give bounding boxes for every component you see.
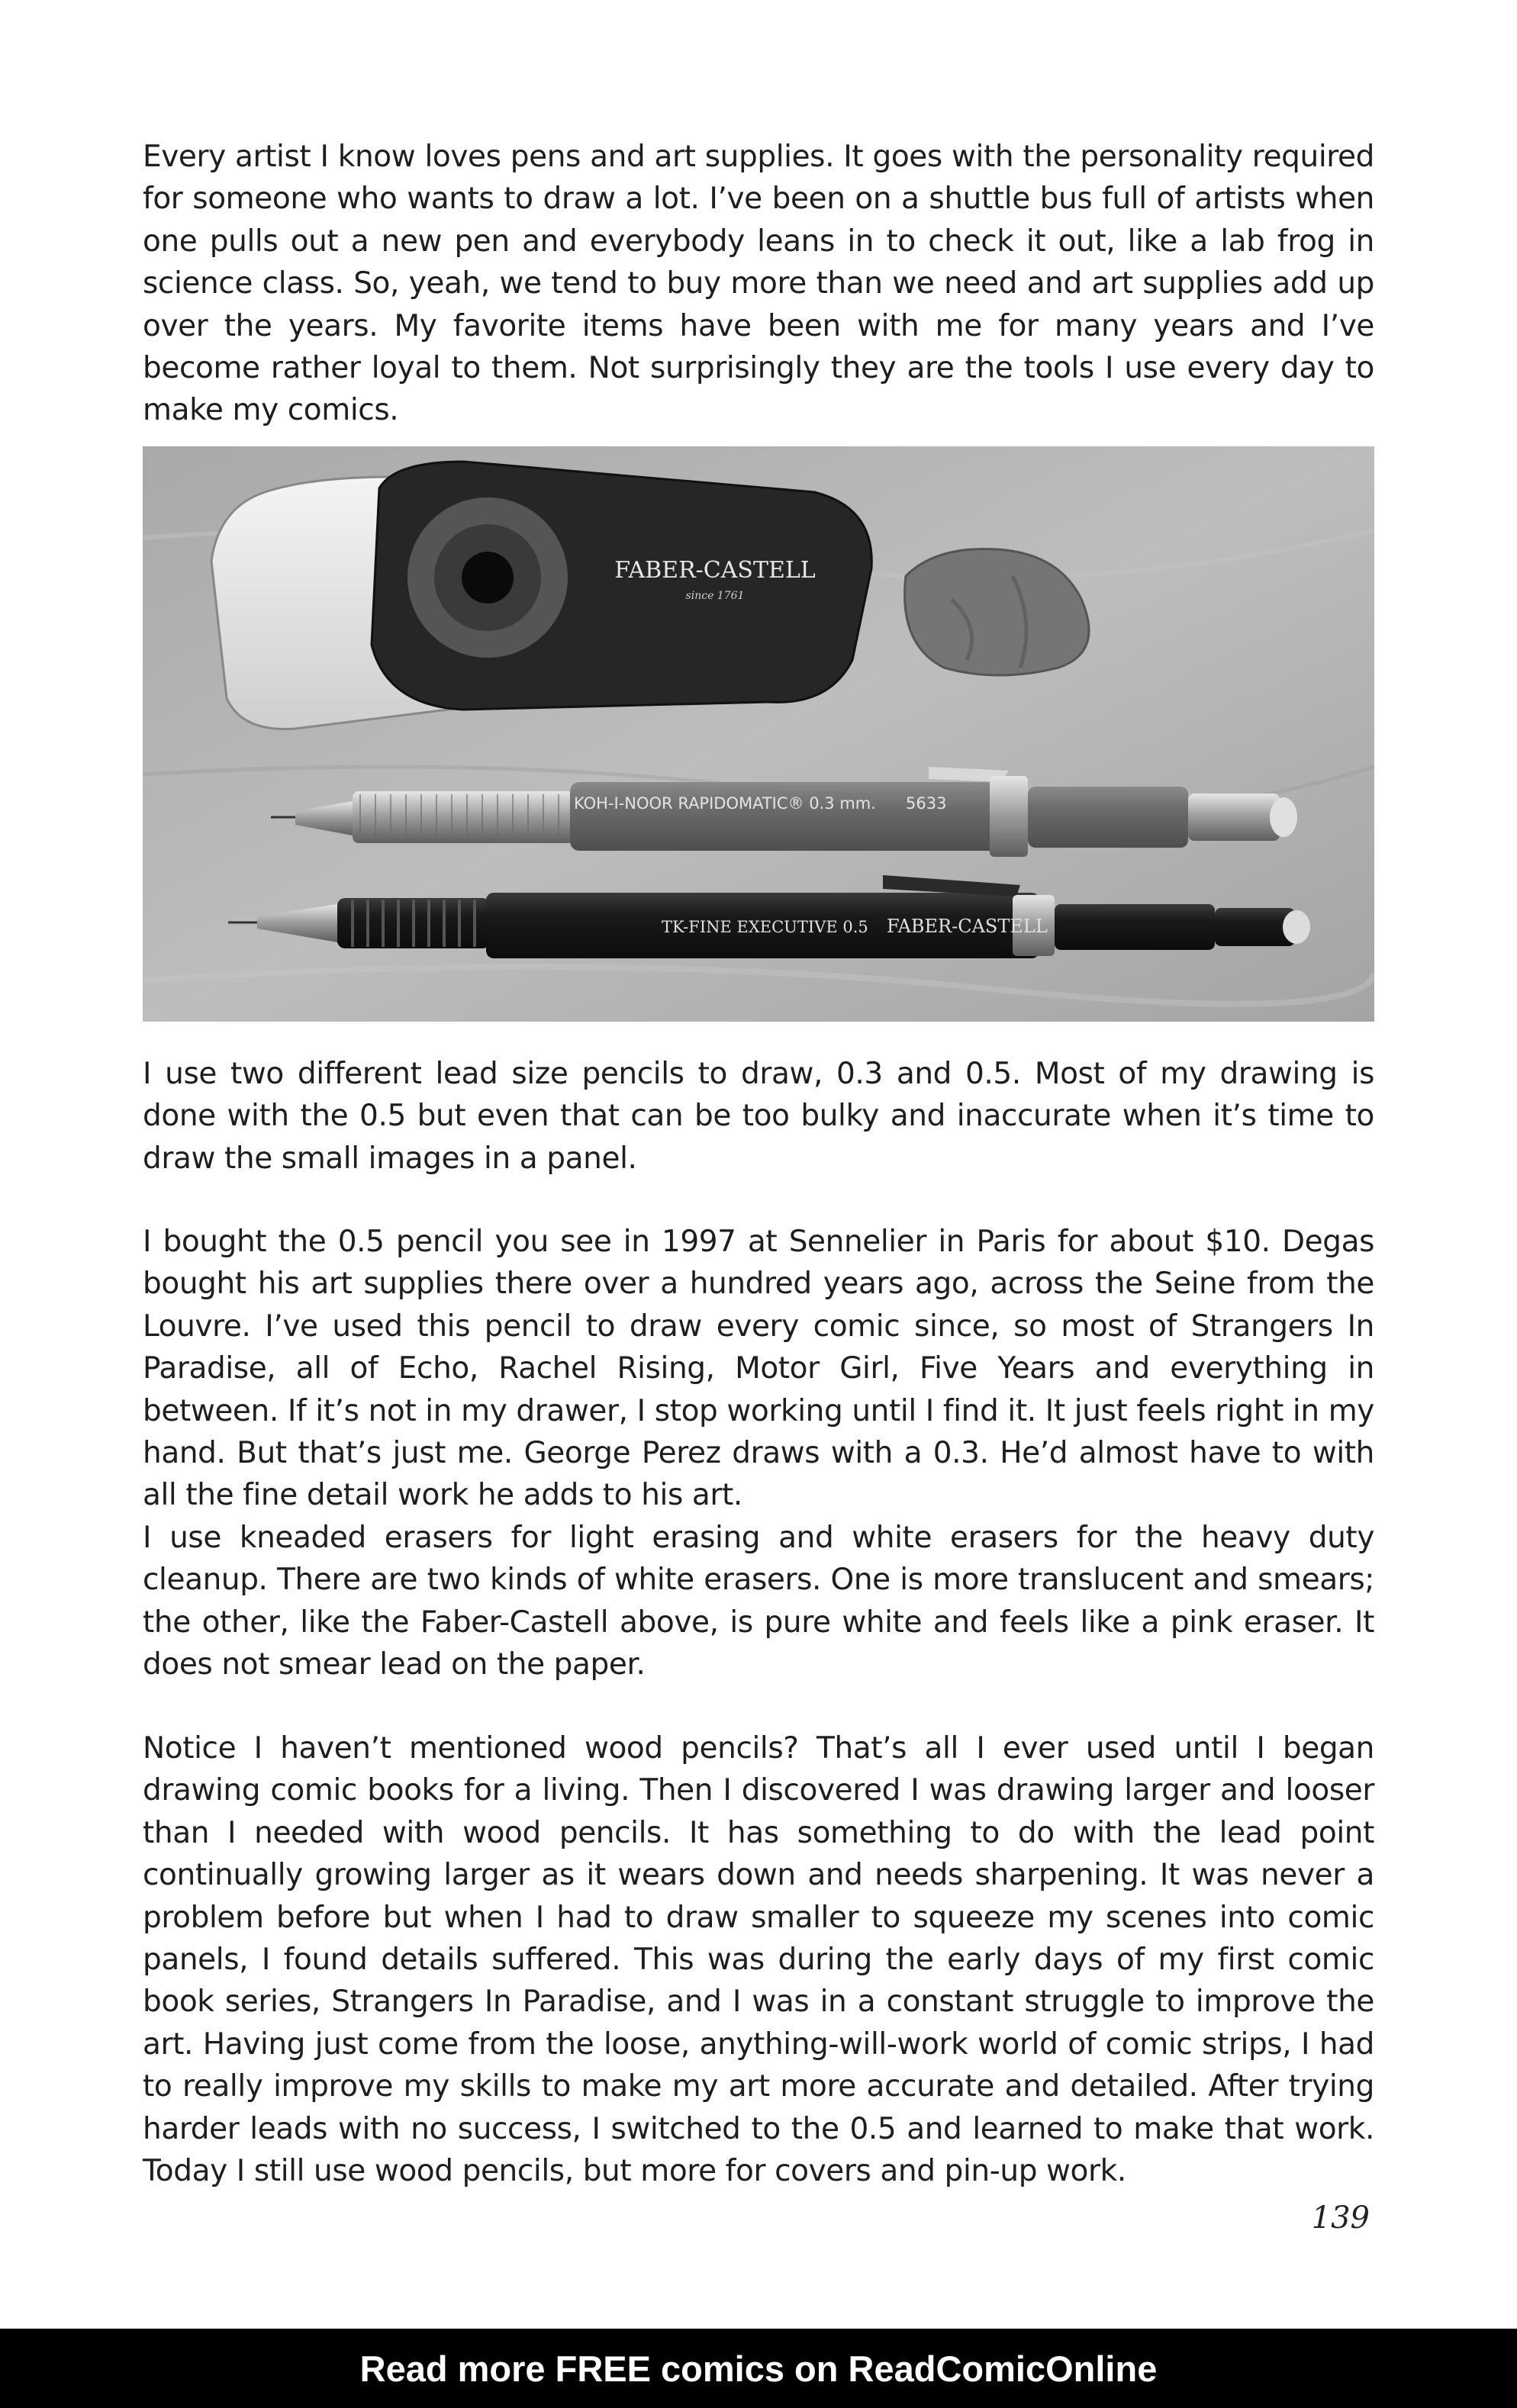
pencil-bottom-model-label: TK-FINE EXECUTIVE 0.5 (662, 918, 868, 936)
page-number: 139 (1311, 2200, 1370, 2236)
pencil-top-number-label: 5633 (906, 794, 947, 813)
sennelier-paragraph: I bought the 0.5 pencil you see in 1997 at Sennelier in Paris for about $10. Degas bought his art supplies there over a hundred years ago, across the Seine from the Louvre. I’ve used this pencil to draw every comic since, so most of Strangers In Paradise, all of Echo, Rachel Rising, Motor Girl, Five Years and everything in between. If it’s not in my drawer, I stop working until I find it. It just feels right in my hand. But that’s just me. George Perez draws with a 0.3. He’d almost have to with all the fine detail work he adds to his art. (143, 1225, 1374, 1513)
eraser-brand-label: FABER-CASTELL (614, 557, 816, 584)
footer-link[interactable]: Read more FREE comics on ReadComicOnline (359, 2348, 1158, 2389)
pencils-paragraph: I use two different lead size pencils to draw, 0.3 and 0.5. Most of my drawing is done with the 0.5 but even that can be too bulky and inaccurate when it’s time to draw the small images in a panel. (143, 1057, 1374, 1176)
footer-banner[interactable] (0, 2329, 1517, 2408)
eraser-since-label: since 1761 (685, 590, 745, 602)
pencil-bottom-brand-label: FABER-CASTELL (887, 916, 1048, 937)
pencil-top-brand-label: KOH-I-NOOR RAPIDOMATIC® 0.3 mm. (574, 794, 876, 813)
art-supplies-photo (143, 446, 1374, 1022)
erasers-paragraph: I use kneaded erasers for light erasing and white erasers for the heavy duty cleanup. There are two kinds of white erasers. One is more translucent and smears; the other, like the Faber-Castell above, is pure white and feels like a pink eraser. It does not smear lead on the paper. (143, 1521, 1374, 1682)
intro-paragraph: Every artist I know loves pens and art supplies. It goes with the personality required for someone who wants to draw a lot. I’ve been on a shuttle bus full of artists when one pulls out a new pen and everybody leans in to check it out, like a lab frog in science class. So, yeah, we tend to buy more than we need and art supplies add up over the years. My favorite items have been with me for many years and I’ve become rather loyal to them. Not surprisingly they are the tools I use every day to make my comics. (143, 140, 1374, 428)
wood-pencils-paragraph: Notice I haven’t mentioned wood pencils? That’s all I ever used until I began drawing comic books for a living. Then I discovered I was drawing larger and looser than I needed with wood pencils. It has something to do with the lead point continually growing larger as it wears down and needs sharpening. It was never a problem before but when I had to draw smaller to squeeze my scenes into comic panels, I found details suffered. This was during the early days of my first comic book series, Strangers In Paradise, and I was in a constant struggle to improve the art. Having just come from the loose, anything-will-work world of comic strips, I had to really improve my skills to make my art more accurate and detailed. After trying harder leads with no success, I switched to the 0.5 and learned to make that work. Today I still use wood pencils, but more for covers and pin-up work. (143, 1731, 1374, 2189)
